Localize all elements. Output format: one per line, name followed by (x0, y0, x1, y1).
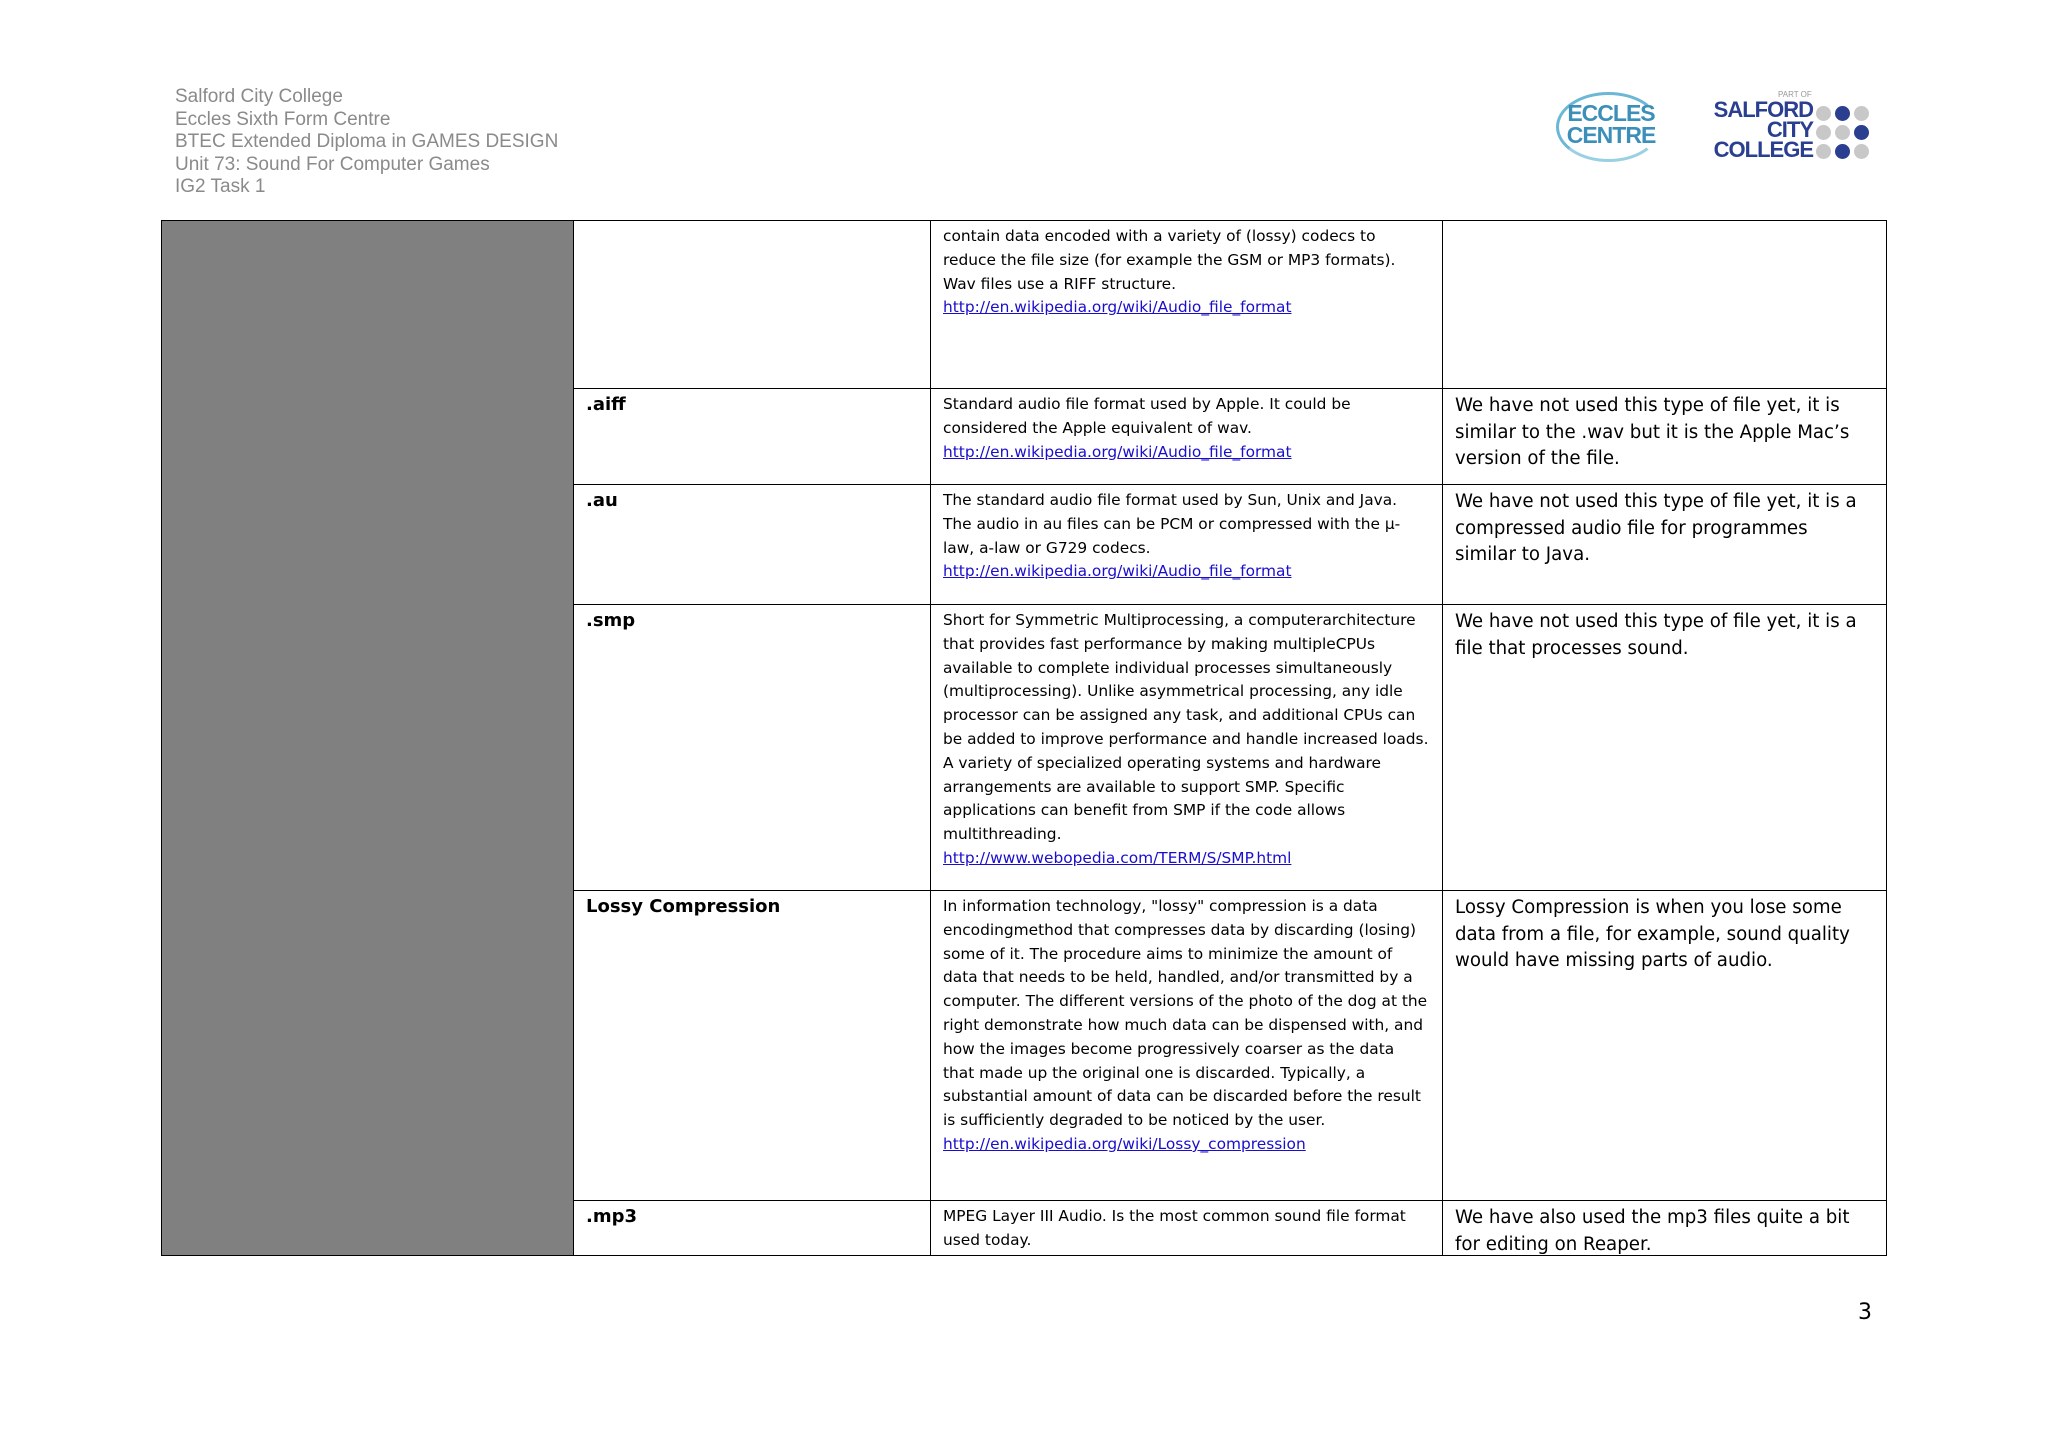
term-cell (574, 1201, 931, 1256)
note-cell (1443, 1201, 1886, 1256)
description-cell (931, 389, 1443, 484)
term-text: .smp (586, 610, 636, 631)
salford-logo-text: SALFORD CITY COLLEGE (1713, 97, 1813, 162)
term-text: .au (586, 490, 618, 511)
description-cell (931, 1201, 1443, 1256)
note-cell (1443, 389, 1886, 484)
term-text: .mp3 (586, 1206, 638, 1227)
header-unit: Unit 73: Sound For Computer Games (175, 153, 490, 175)
note-text: Lossy Compression is when you lose some data from a file, for example, sound quality would have missing parts of audio. (1455, 897, 1850, 971)
term-cell (574, 221, 931, 388)
description-cell (931, 891, 1443, 1200)
note-text: We have not used this type of file yet, it is a file that processes sound. (1455, 611, 1857, 659)
note-cell (1443, 485, 1886, 604)
description-text: In information technology, "lossy" compression is a data encodingmethod that compresses data by discarding (losing) some of it. The procedure aims to minimize the amount of data that needs to be held, handled, and/or transmitted by a computer. The different versions of the photo of the dog at the right demonstrate how much data can be dispensed with, and how the images become progressively coarser as the data that made up the original one is discarded. Typically, a substantial amount of data can be discarded before the result is sufficiently degraded to be noticed by the user. (943, 897, 1428, 1130)
header-centre: Eccles Sixth Form Centre (175, 108, 391, 130)
description-cell (931, 221, 1443, 388)
note-text: We have not used this type of file yet, it is similar to the .wav but it is the Apple Mac’s version of the file. (1455, 395, 1850, 469)
header-task: IG2 Task 1 (175, 176, 266, 197)
term-cell (574, 389, 931, 484)
grey-column (162, 221, 574, 1255)
logos (1548, 90, 1868, 170)
table-row (574, 221, 1886, 389)
table-row (574, 605, 1886, 891)
note-text: We have also used the mp3 files quite a bit for editing on Reaper. (1455, 1207, 1850, 1255)
term-cell (574, 485, 931, 604)
note-cell (1443, 221, 1886, 388)
description-text: Standard audio file format used by Apple. It could be considered the Apple equivalent of wav. (943, 395, 1351, 437)
term-text: Lossy Compression (586, 896, 781, 917)
document-header (175, 86, 558, 199)
term-cell (574, 891, 931, 1200)
table-row (574, 1201, 1886, 1256)
table-row (574, 389, 1886, 485)
eccles-logo-text: ECCLES CENTRE (1566, 100, 1656, 148)
note-cell (1443, 891, 1886, 1200)
description-cell (931, 605, 1443, 890)
source-link[interactable]: http://en.wikipedia.org/wiki/Lossy_compression (943, 1134, 1306, 1153)
source-link[interactable]: http://en.wikipedia.org/wiki/Audio_file_format (943, 562, 1292, 581)
header-course: BTEC Extended Diploma in GAMES DESIGN (175, 131, 559, 152)
description-cell (931, 485, 1443, 604)
page-number: 3 (1858, 1300, 1872, 1325)
part-of-label: PART OF (1778, 90, 1812, 99)
description-text: Short for Symmetric Multiprocessing, a computerarchitecture that provides fast performance by making multipleCPUs available to complete individual processes simultaneously (multiprocessing). Unlike asymmetrical processing, any idle processor can be assigned any task, and additional CPUs can be added to improve performance and handle increased loads. A variety of specialized operating systems and hardware arrangements are available to support SMP. Specific applications can benefit from SMP if the code allows multithreading. (943, 611, 1429, 844)
note-cell (1443, 605, 1886, 890)
source-link[interactable]: http://en.wikipedia.org/wiki/Audio_file_format (943, 442, 1292, 461)
description-text: contain data encoded with a variety of (lossy) codecs to reduce the file size (for example the GSM or MP3 formats). Wav files use a RIFF structure. (943, 227, 1396, 293)
table-row (574, 485, 1886, 605)
table-row (574, 891, 1886, 1201)
file-format-table (161, 220, 1887, 1256)
description-text: MPEG Layer III Audio. Is the most common sound file format used today. (943, 1207, 1406, 1249)
source-link[interactable]: http://www.webopedia.com/TERM/S/SMP.html (943, 848, 1292, 867)
term-cell (574, 605, 931, 890)
source-link[interactable]: http://en.wikipedia.org/wiki/Audio_file_format (943, 298, 1292, 317)
note-text: We have not used this type of file yet, it is a compressed audio file for programmes similar to Java. (1455, 491, 1857, 565)
salford-dots-icon (1816, 106, 1876, 166)
header-college: Salford City College (175, 86, 343, 107)
term-text: .aiff (586, 394, 626, 415)
description-text: The standard audio file format used by Sun, Unix and Java. The audio in au files can be PCM or compressed with the μ-law, a-law or G729 codecs. (943, 491, 1401, 557)
